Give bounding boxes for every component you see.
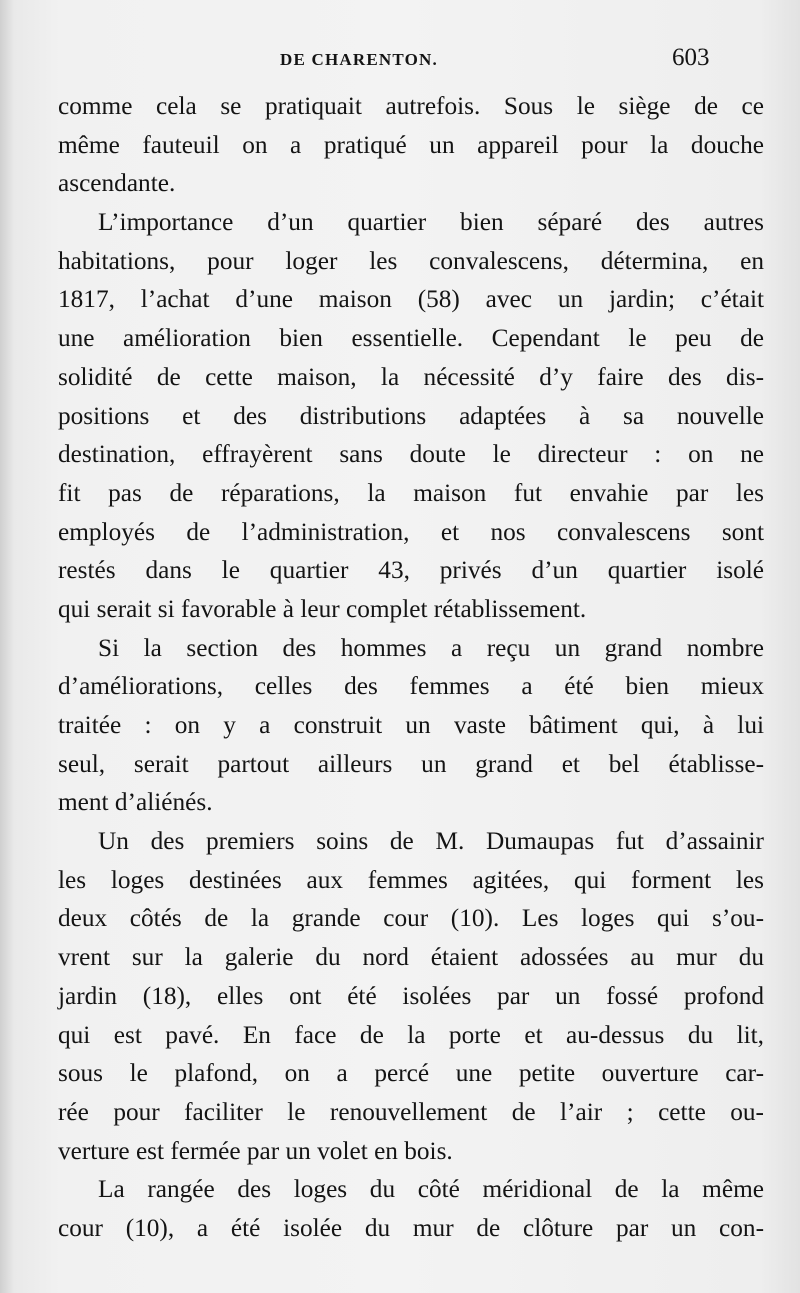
text-line: cour (10), a été isolée du mur de clôture par un con- [58, 1213, 764, 1242]
text-line: d’améliorations, celles des femmes a été bien mieux [58, 672, 764, 701]
text-line: fit pas de réparations, la maison fut envahie par les [58, 478, 764, 507]
text-line: vrent sur la galerie du nord étaient adossées au mur du [58, 943, 764, 972]
text-line: comme cela se pratiquait autrefois. Sous le siège de ce [58, 92, 764, 120]
text-line: destination, effrayèrent sans doute le directeur : on ne [58, 440, 764, 469]
running-head: DE CHARENTON. [280, 50, 438, 69]
text-line: qui est pavé. En face de la porte et au-dessus du lit, [58, 1020, 764, 1049]
text-line: même fauteuil on a pratiqué un appareil pour la douche [58, 130, 764, 159]
text-line: verture est fermée par un volet en bois. [58, 1136, 453, 1165]
text-line: les loges destinées aux femmes agitées, qui forment les [58, 865, 764, 894]
text-line: jardin (18), elles ont été isolées par un fossé profond [58, 981, 764, 1010]
text-line: restés dans le quartier 43, privés d’un quartier isolé [58, 556, 764, 585]
text-line: Si la section des hommes a reçu un grand nombre [98, 633, 764, 662]
text-line: une amélioration bien essentielle. Cependant le peu de [58, 324, 764, 353]
text-line: L’importance d’un quartier bien séparé des autres [98, 208, 764, 237]
text-line: positions et des distributions adaptées à sa nouvelle [58, 401, 764, 430]
text-line: employés de l’administration, et nos convalescens sont [58, 517, 764, 546]
text-line: qui serait si favorable à leur complet rétablissement. [58, 594, 587, 623]
text-line: ment d’aliénés. [58, 788, 213, 817]
text-line: deux côtés de la grande cour (10). Les loges qui s’ou- [58, 904, 764, 933]
text-line: Un des premiers soins de M. Dumaupas fut d’assainir [98, 827, 764, 856]
page-number: 603 [672, 44, 710, 71]
text-line: habitations, pour loger les convalescens, détermina, en [58, 246, 764, 275]
text-line: traitée : on y a construit un vaste bâtiment qui, à lui [58, 711, 764, 739]
text-line: rée pour faciliter le renouvellement de l’air ; cette ou- [58, 1097, 764, 1126]
text-line: La rangée des loges du côté méridional de la même [98, 1175, 764, 1204]
text-line: ascendante. [58, 169, 176, 198]
text-line: 1817, l’achat d’une maison (58) avec un jardin; c’était [58, 285, 764, 314]
page-header [0, 44, 800, 78]
text-line: solidité de cette maison, la nécessité d’y faire des dis- [58, 362, 764, 391]
body-text [58, 87, 764, 1248]
text-line: sous le plafond, on a percé une petite ouverture car- [58, 1059, 764, 1088]
text-line: seul, serait partout ailleurs un grand et bel établisse- [58, 749, 764, 778]
